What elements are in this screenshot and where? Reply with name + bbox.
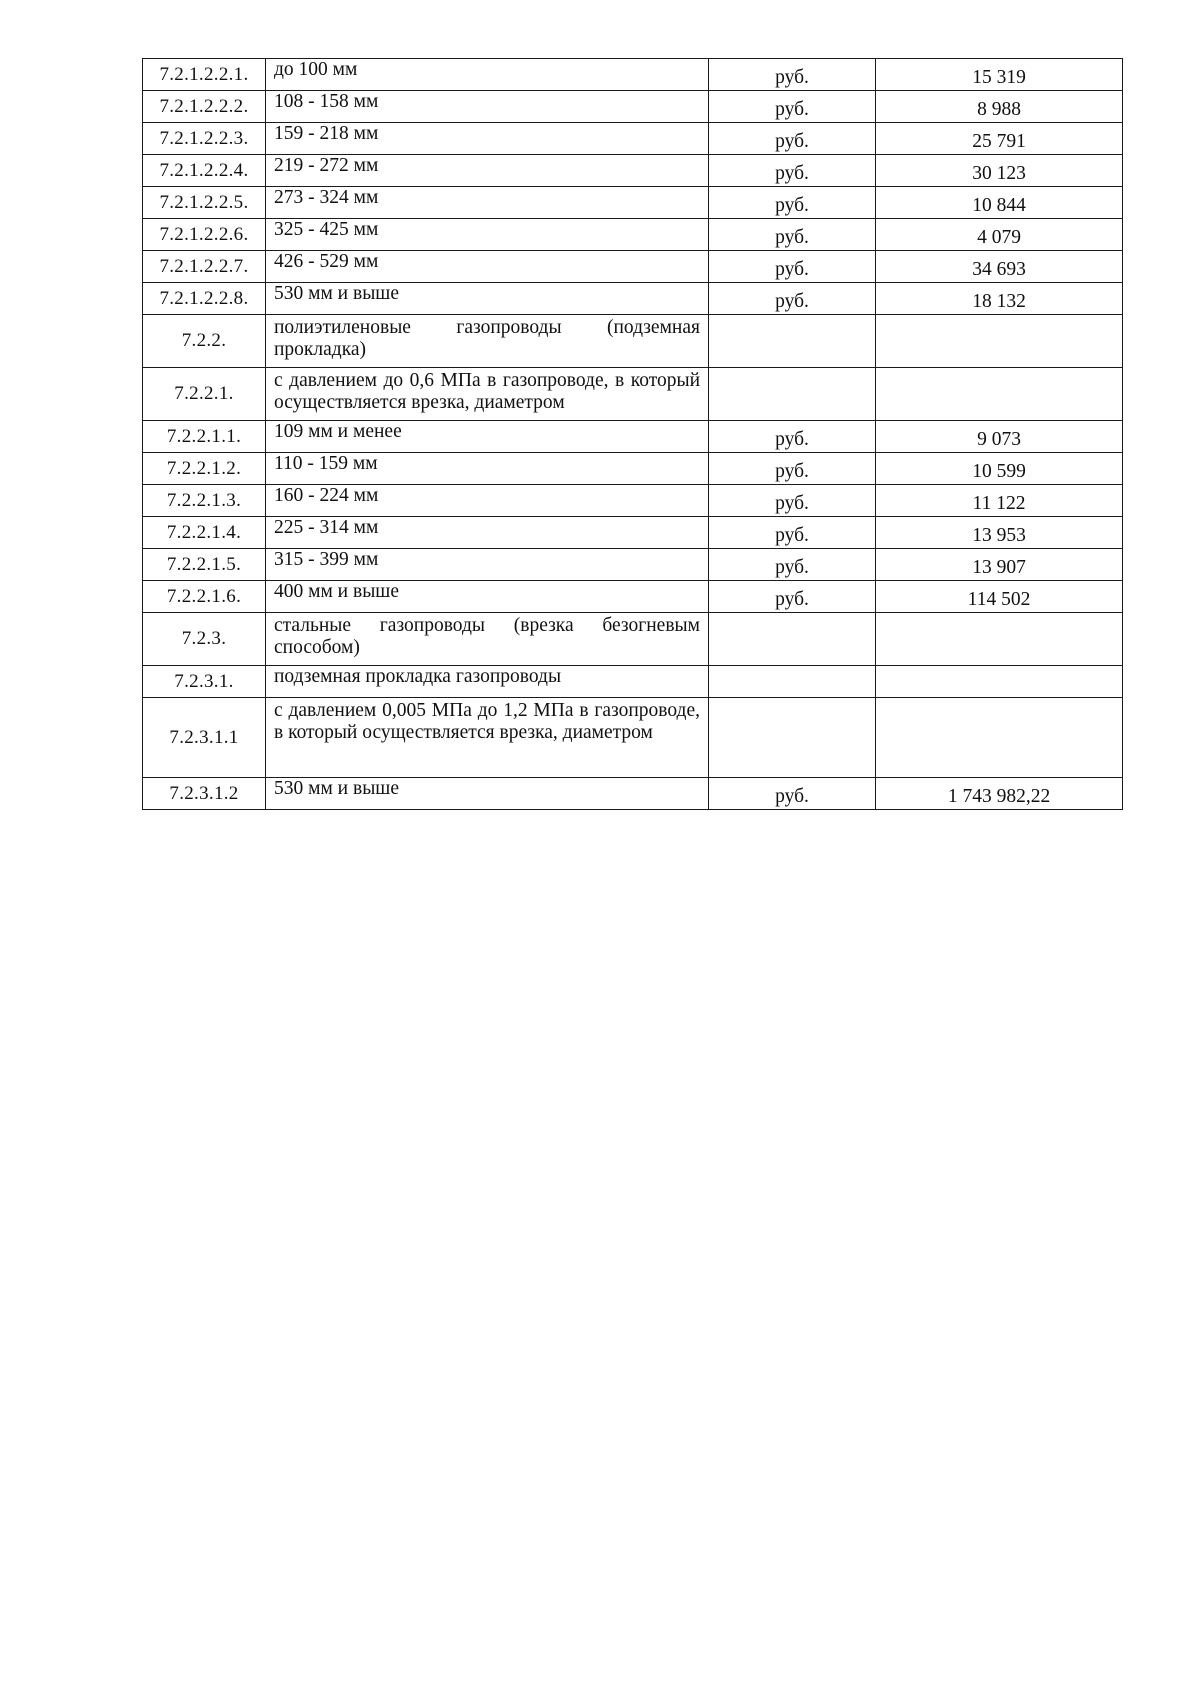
- item-name: полиэтиленовые газопроводы (подземная прокладка): [266, 315, 709, 368]
- item-code: 7.2.2.1.: [143, 368, 266, 421]
- table-row-section: [143, 368, 1123, 421]
- item-name: 315 - 399 мм: [266, 549, 709, 581]
- item-unit: руб.: [709, 187, 876, 219]
- item-code: 7.2.1.2.2.8.: [143, 283, 266, 315]
- item-value: 114 502: [876, 581, 1123, 613]
- item-value: 4 079: [876, 219, 1123, 251]
- table-row: [143, 581, 1123, 613]
- table-row: [143, 778, 1123, 810]
- table-row: [143, 155, 1123, 187]
- item-code: 7.2.1.2.2.4.: [143, 155, 266, 187]
- item-value: 9 073: [876, 421, 1123, 453]
- item-unit: [709, 666, 876, 698]
- item-value: [876, 698, 1123, 778]
- item-name: 219 - 272 мм: [266, 155, 709, 187]
- item-name: 159 - 218 мм: [266, 123, 709, 155]
- item-name: 426 - 529 мм: [266, 251, 709, 283]
- table-row-section: [143, 315, 1123, 368]
- item-unit: руб.: [709, 778, 876, 810]
- item-name: стальные газопроводы (врезка безогневым способом): [266, 613, 709, 666]
- item-name: 325 - 425 мм: [266, 219, 709, 251]
- item-code: 7.2.2.1.6.: [143, 581, 266, 613]
- item-unit: руб.: [709, 517, 876, 549]
- item-code: 7.2.1.2.2.5.: [143, 187, 266, 219]
- item-value: 11 122: [876, 485, 1123, 517]
- item-unit: [709, 315, 876, 368]
- table-row: [143, 187, 1123, 219]
- item-unit: руб.: [709, 549, 876, 581]
- tariff-table: [142, 58, 1123, 810]
- item-name: 273 - 324 мм: [266, 187, 709, 219]
- item-code: 7.2.1.2.2.2.: [143, 91, 266, 123]
- item-code: 7.2.2.1.4.: [143, 517, 266, 549]
- item-unit: руб.: [709, 155, 876, 187]
- item-value: 8 988: [876, 91, 1123, 123]
- item-name: с давлением 0,005 МПа до 1,2 МПа в газопроводе, в который осуществляется врезка, диаметром: [266, 698, 709, 778]
- table-row-section: [143, 666, 1123, 698]
- item-code: 7.2.2.: [143, 315, 266, 368]
- item-code: 7.2.2.1.1.: [143, 421, 266, 453]
- table-row: [143, 517, 1123, 549]
- item-value: [876, 315, 1123, 368]
- item-name: 530 мм и выше: [266, 283, 709, 315]
- table-row: [143, 453, 1123, 485]
- item-code: 7.2.1.2.2.7.: [143, 251, 266, 283]
- table-row-section: [143, 698, 1123, 778]
- item-unit: руб.: [709, 581, 876, 613]
- table-row: [143, 59, 1123, 91]
- item-unit: [709, 368, 876, 421]
- item-code: 7.2.2.1.3.: [143, 485, 266, 517]
- item-unit: [709, 698, 876, 778]
- item-value: 10 844: [876, 187, 1123, 219]
- table-row: [143, 219, 1123, 251]
- item-value: 34 693: [876, 251, 1123, 283]
- item-unit: руб.: [709, 123, 876, 155]
- item-unit: руб.: [709, 91, 876, 123]
- item-code: 7.2.1.2.2.1.: [143, 59, 266, 91]
- table-row: [143, 251, 1123, 283]
- item-value: 13 907: [876, 549, 1123, 581]
- item-value: 1 743 982,22: [876, 778, 1123, 810]
- item-code: 7.2.1.2.2.6.: [143, 219, 266, 251]
- table-row: [143, 123, 1123, 155]
- table-row: [143, 421, 1123, 453]
- item-name: 160 - 224 мм: [266, 485, 709, 517]
- item-unit: руб.: [709, 421, 876, 453]
- item-name: 108 - 158 мм: [266, 91, 709, 123]
- item-code: 7.2.3.1.: [143, 666, 266, 698]
- item-code: 7.2.2.1.2.: [143, 453, 266, 485]
- item-value: 10 599: [876, 453, 1123, 485]
- table-row: [143, 283, 1123, 315]
- item-value: [876, 666, 1123, 698]
- item-name: подземная прокладка газопроводы: [266, 666, 709, 698]
- item-value: [876, 613, 1123, 666]
- item-code: 7.2.1.2.2.3.: [143, 123, 266, 155]
- item-code: 7.2.3.: [143, 613, 266, 666]
- item-code: 7.2.2.1.5.: [143, 549, 266, 581]
- item-unit: руб.: [709, 283, 876, 315]
- item-value: 30 123: [876, 155, 1123, 187]
- item-unit: руб.: [709, 251, 876, 283]
- item-value: 25 791: [876, 123, 1123, 155]
- table-row-section: [143, 613, 1123, 666]
- table-row: [143, 485, 1123, 517]
- item-name: 530 мм и выше: [266, 778, 709, 810]
- item-unit: руб.: [709, 59, 876, 91]
- item-name: с давлением до 0,6 МПа в газопроводе, в который осуществляется врезка, диаметром: [266, 368, 709, 421]
- item-unit: [709, 613, 876, 666]
- item-unit: руб.: [709, 453, 876, 485]
- item-name: 109 мм и менее: [266, 421, 709, 453]
- item-value: [876, 368, 1123, 421]
- item-value: 15 319: [876, 59, 1123, 91]
- table-row: [143, 549, 1123, 581]
- item-name: 225 - 314 мм: [266, 517, 709, 549]
- item-code: 7.2.3.1.2: [143, 778, 266, 810]
- item-unit: руб.: [709, 485, 876, 517]
- item-name: 110 - 159 мм: [266, 453, 709, 485]
- item-value: 18 132: [876, 283, 1123, 315]
- item-unit: руб.: [709, 219, 876, 251]
- table-row: [143, 91, 1123, 123]
- item-value: 13 953: [876, 517, 1123, 549]
- item-code: 7.2.3.1.1: [143, 698, 266, 778]
- item-name: 400 мм и выше: [266, 581, 709, 613]
- item-name: до 100 мм: [266, 59, 709, 91]
